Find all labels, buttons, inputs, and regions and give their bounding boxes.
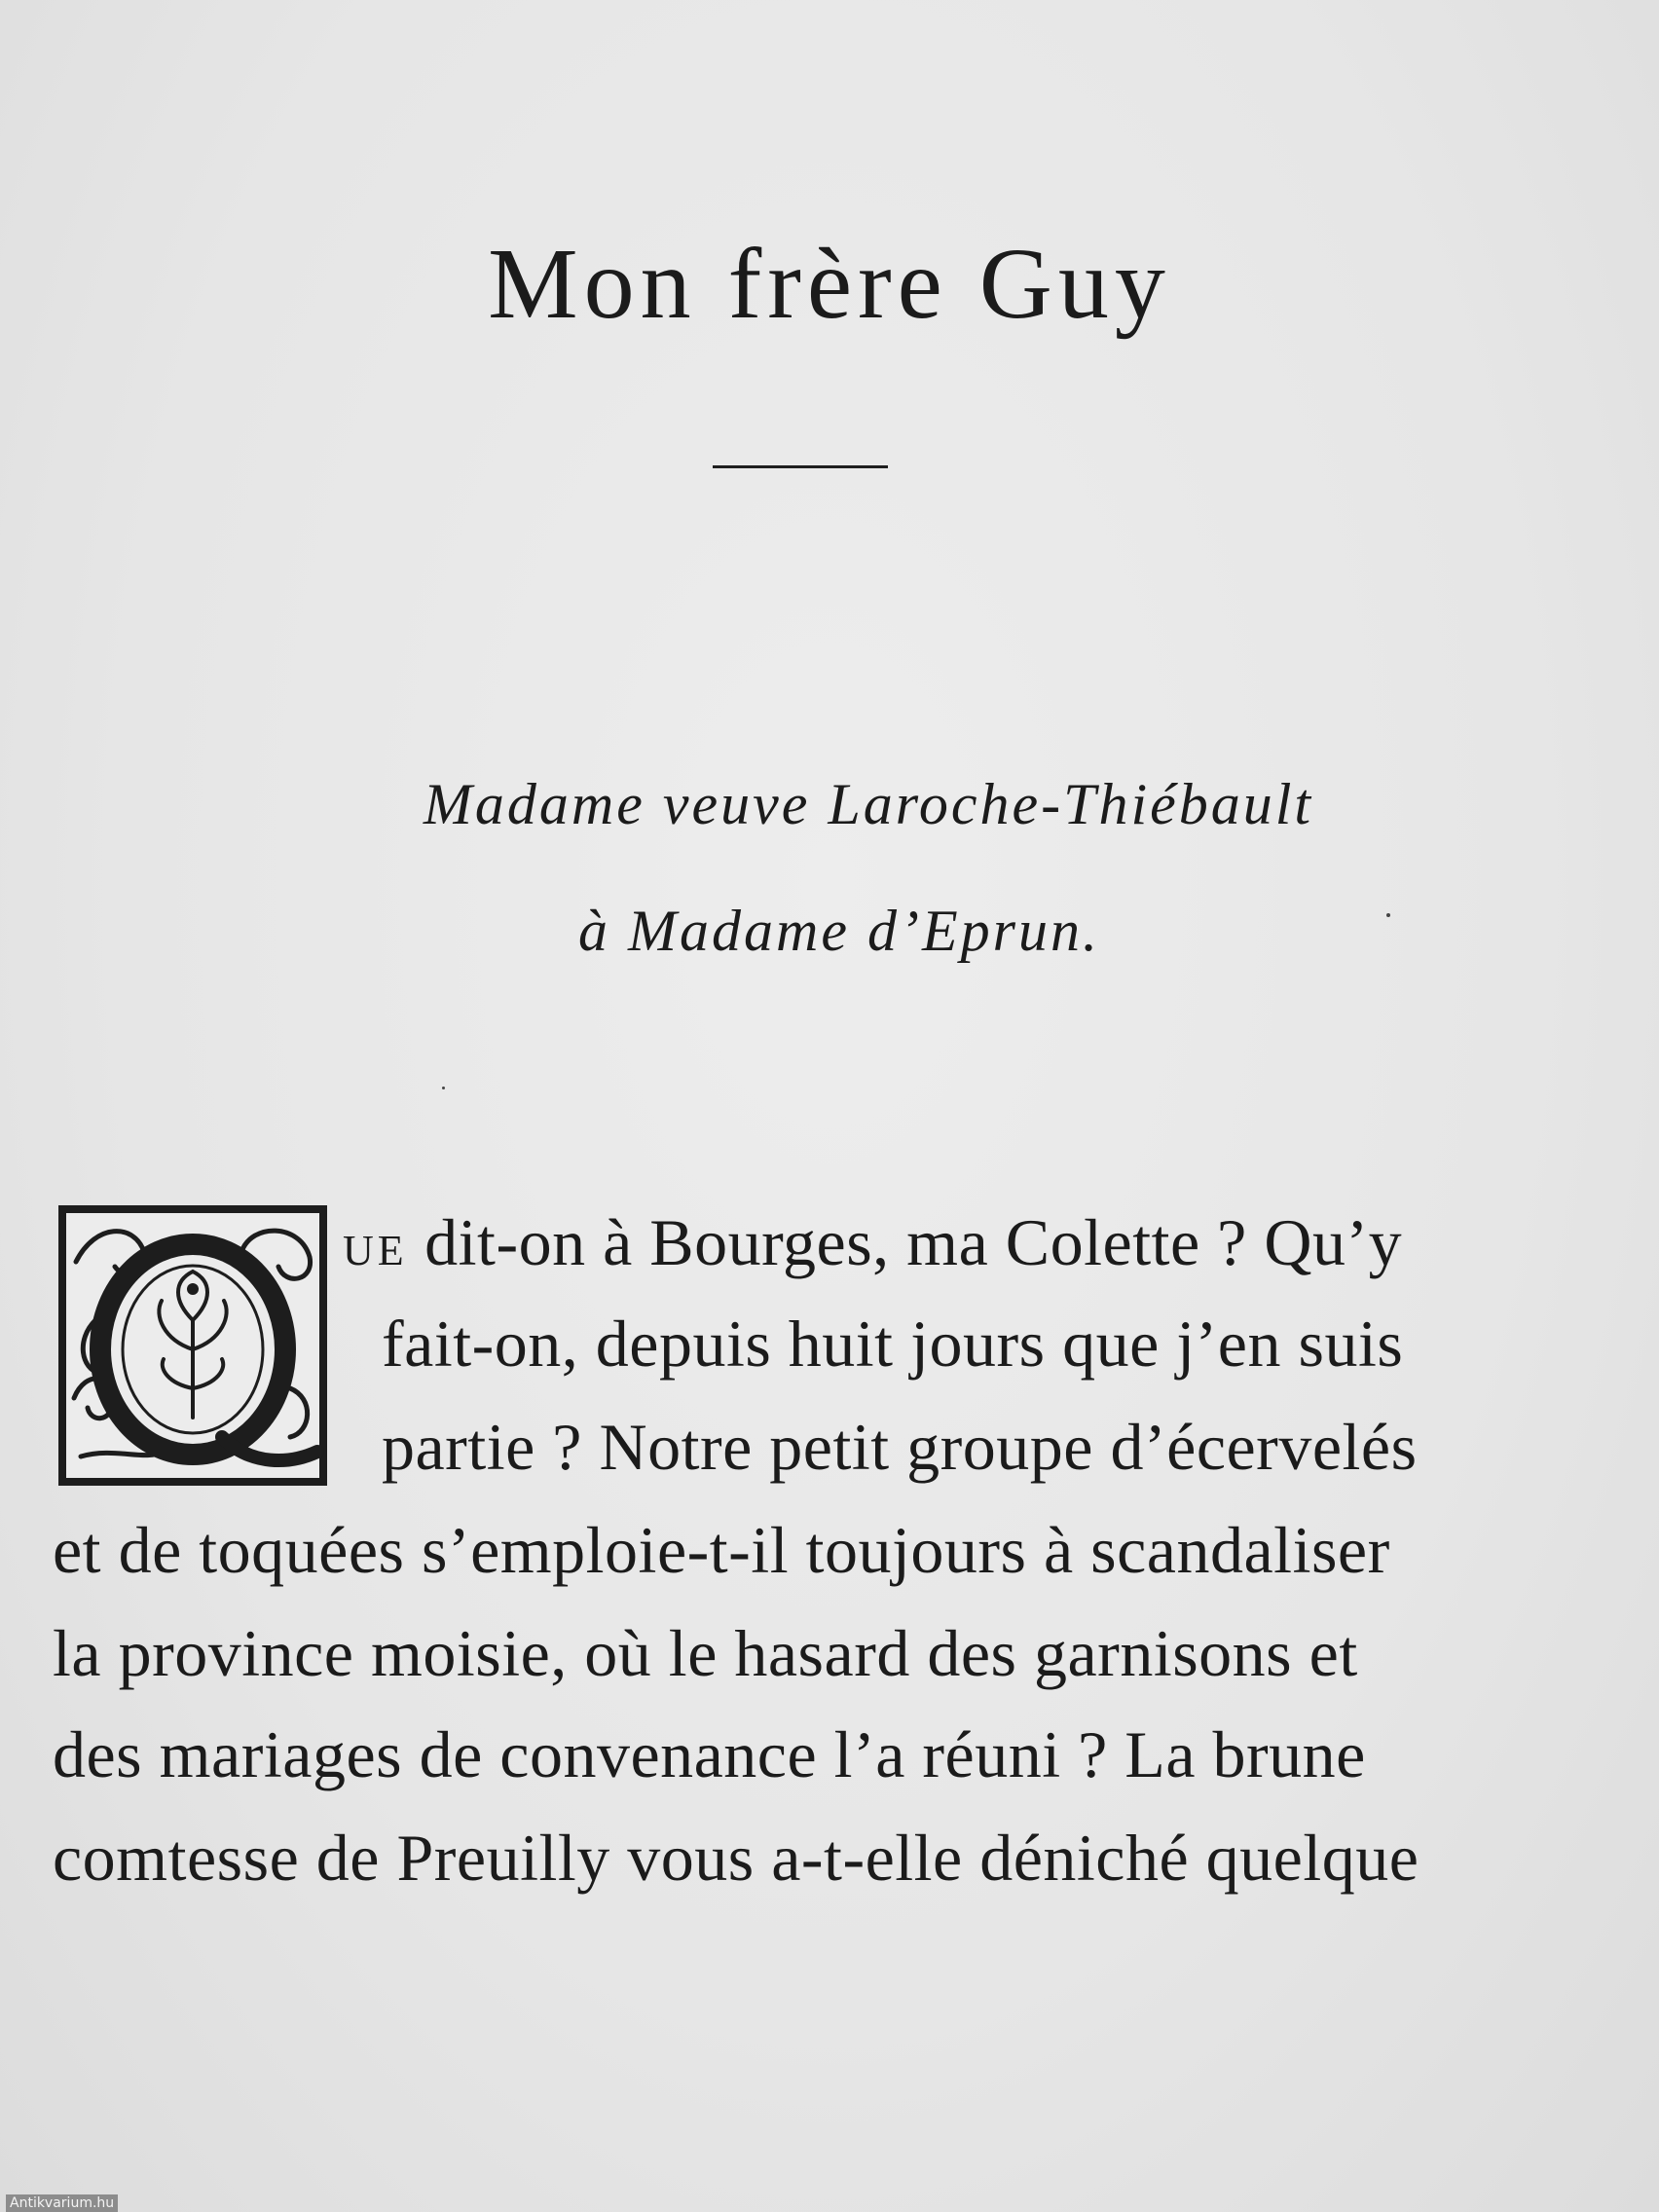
salutation-line-2: à Madame d’Eprun.: [578, 899, 1100, 963]
dropcap-continuation: UE: [343, 1227, 408, 1274]
watermark: Antikvarium.hu: [6, 2194, 118, 2212]
body-line-2: fait-on, depuis huit jours que j’en suis: [382, 1307, 1404, 1381]
salutation-line-1: Madame veuve Laroche-Thiébault: [423, 772, 1314, 836]
body-line-5: la province moisie, où le hasard des garnisons et: [53, 1616, 1358, 1690]
body-line-7: comtesse de Preuilly vous a-t-elle déniché quelque: [53, 1821, 1419, 1895]
title-rule: [713, 465, 888, 468]
chapter-title: Mon frère Guy: [488, 228, 1171, 340]
paper-speck: [442, 1087, 445, 1089]
body-line-4: et de toquées s’emploie-t-il toujours à scandaliser: [53, 1513, 1390, 1587]
paper-speck: [1386, 913, 1390, 917]
body-line-3: partie ? Notre petit groupe d’écervelés: [382, 1410, 1418, 1484]
body-line-1: [343, 1203, 1402, 1290]
body-line-1-text: dit-on à Bourges, ma Colette ? Qu’y: [407, 1205, 1403, 1279]
body-line-6: des mariages de convenance l’a réuni ? La brune: [53, 1717, 1366, 1791]
ornamental-dropcap: [56, 1203, 329, 1488]
